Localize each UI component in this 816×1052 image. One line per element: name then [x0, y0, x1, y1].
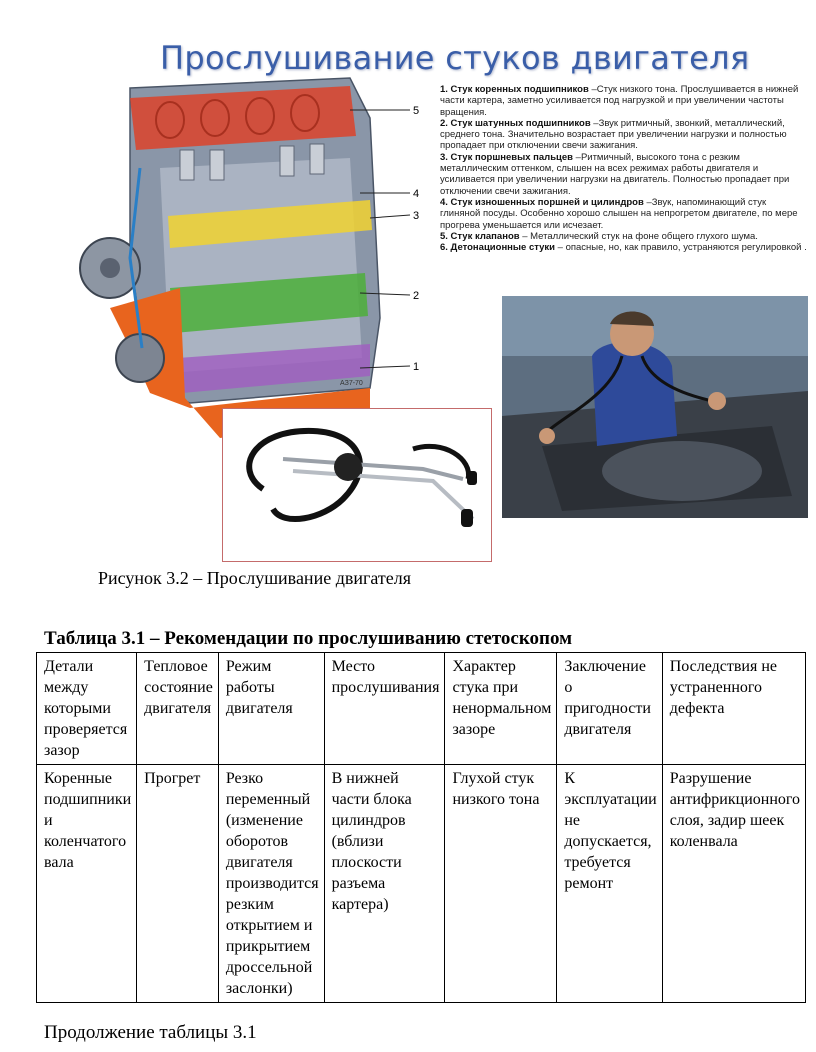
note-item: 5. Стук клапанов – Металлический стук на фоне общего глухого шума.	[440, 230, 758, 242]
callout-4: 4	[413, 188, 420, 200]
table-cell: В нижней части блока цилиндров (вблизи плоскости разъема картера)	[324, 765, 445, 1003]
mechanic-listening-icon	[502, 296, 808, 518]
table-cell: Коренные подшипники и коленчатого вала	[37, 765, 137, 1003]
engine-stamp: АЗ7-70	[340, 380, 363, 387]
table-row	[37, 765, 806, 1003]
stethoscope-photo	[222, 408, 492, 562]
table-cell: К эксплуатации не допускается, требуется ремонт	[557, 765, 662, 1003]
callout-3: 3	[413, 210, 420, 222]
table-continuation: Продолжение таблицы 3.1	[44, 1022, 257, 1043]
note-item: 2. Стук шатунных подшипников –Звук ритмичный, звонкий, металлический, среднего тона. Значительно возрастает при увеличении нагрузки и полностью пропадает при отключении свечи зажигания.	[440, 117, 787, 152]
header-cell: Заключение о пригодности двигателя	[557, 653, 662, 765]
callout-2: 2	[413, 290, 420, 302]
note-item: 6. Детонационные стуки – опасные, но, как правило, устраняются регулировкой .	[440, 242, 807, 254]
header-cell: Тепловое состояние двигателя	[137, 653, 219, 765]
header-cell: Режим работы двигателя	[218, 653, 324, 765]
knock-notes	[440, 84, 808, 253]
table-title: Таблица 3.1 – Рекомендации по прослушиванию стетоскопом	[44, 628, 573, 649]
header-cell: Характер стука при ненормальном зазоре	[445, 653, 557, 765]
note-item: 1. Стук коренных подшипников –Стук низкого тона. Прослушивается в нижней части картера, заметно усиливается под нагрузкой и при увеличении частоты вращения.	[440, 84, 799, 118]
stethoscope-icon	[223, 409, 491, 561]
callout-1: 1	[413, 361, 420, 373]
header-cell: Детали между которыми проверяется зазор	[37, 653, 137, 765]
slide-title: Прослушивание стуков двигателя	[160, 39, 750, 78]
callout-5: 5	[413, 105, 420, 117]
table-cell: Резко переменный (изменение оборотов двигателя производится резким открытием и прикрытием дроссельной заслонки)	[218, 765, 324, 1003]
recommendations-table	[36, 652, 806, 1003]
note-item: 3. Стук поршневых пальцев –Ритмичный, высокого тона с резким металлическим оттенком, слышен на всех режимах работы двигателя и усиливается при увеличении нагрузки на двигатель. Полностью пропадает при отключении свечи зажигания.	[440, 151, 790, 197]
table-header-row	[37, 653, 806, 765]
note-item: 4. Стук изношенных поршней и цилиндров –Звук, напоминающий стук глиняной посуды. Особенно хорошо слышен на непрогретом двигателе, по мере прогрева уменьшается или исчезает.	[440, 196, 798, 231]
table-cell: Разрушение антифрикционного слоя, задир шеек коленвала	[662, 765, 805, 1003]
table-cell: Глухой стук низкого тона	[445, 765, 557, 1003]
mechanic-photo	[502, 296, 808, 518]
table-cell: Прогрет	[137, 765, 219, 1003]
header-cell: Место прослушивания	[324, 653, 445, 765]
header-cell: Последствия не устраненного дефекта	[662, 653, 805, 765]
figure-caption: Рисунок 3.2 – Прослушивание двигателя	[98, 568, 412, 588]
